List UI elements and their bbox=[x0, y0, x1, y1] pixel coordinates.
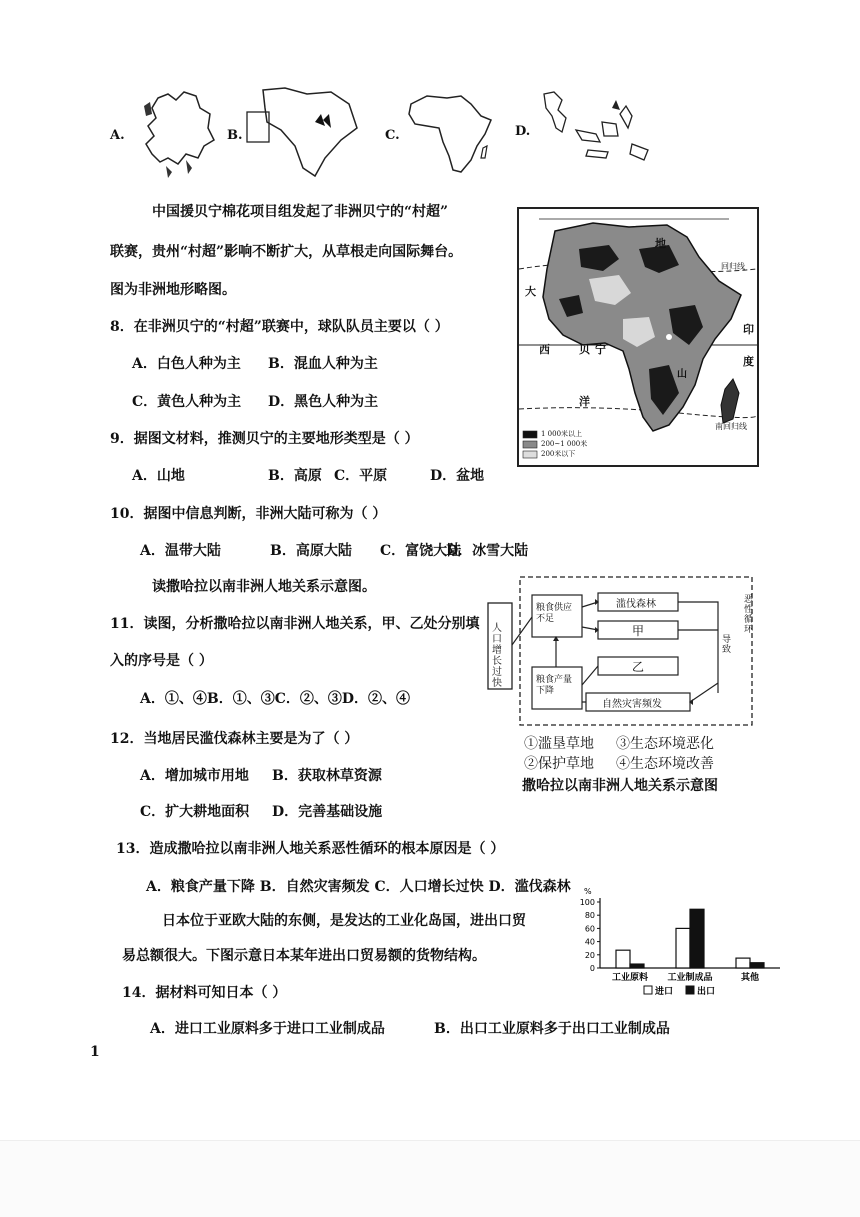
map-label-ning: 宁 bbox=[595, 343, 606, 356]
map-label-di: 地 bbox=[655, 237, 666, 250]
map-option-d-label: D. bbox=[515, 124, 531, 139]
chart-category-label: 工业原料 bbox=[611, 973, 649, 983]
chart-legend-swatch bbox=[686, 986, 694, 994]
q8-option-d[interactable]: D．黑色人种为主 bbox=[268, 394, 379, 410]
q10-option-b[interactable]: B．高原大陆 bbox=[270, 543, 352, 559]
diagram-food-shortage: 粮食供应不足 bbox=[536, 603, 573, 624]
chart-bar-出口-其他 bbox=[750, 963, 764, 968]
chart-legend-label: 出口 bbox=[697, 987, 716, 997]
chart-category-label: 工业制成品 bbox=[667, 973, 713, 983]
passage1-line1: 中国援贝宁棉花项目组发起了非洲贝宁的“村超” bbox=[152, 204, 449, 220]
map-option-b-label: B. bbox=[227, 128, 243, 143]
q14-option-a[interactable]: A．进口工业原料多于进口工业制成品 bbox=[150, 1021, 385, 1037]
q11-stem-line1: 11．读图，分析撒哈拉以南非洲人地关系，甲、乙处分别填 bbox=[110, 616, 480, 632]
q11-options[interactable]: A．①、④B．①、③C．②、③D．②、④ bbox=[140, 691, 410, 707]
diagram-population-growth: 人口增长过快 bbox=[492, 623, 502, 689]
legend-high: 1 000米以上 bbox=[541, 430, 583, 438]
q8-option-c[interactable]: C．黄色人种为主 bbox=[132, 394, 242, 410]
q10-stem: 10．据图中信息判断，非洲大陆可称为（ ） bbox=[110, 506, 387, 522]
chart-y-tick-label: 80 bbox=[584, 911, 595, 921]
diagram-disaster: 自然灾害频发 bbox=[602, 699, 662, 710]
q10-option-d[interactable]: D．冰雪大陆 bbox=[446, 543, 529, 559]
q8-stem: 8．在非洲贝宁的“村超”联赛中，球队队员主要以（ ） bbox=[110, 319, 449, 335]
map-label-bei: 贝 bbox=[579, 343, 590, 356]
chart-legend-swatch bbox=[644, 986, 652, 994]
diagram-yi: 乙 bbox=[632, 660, 645, 674]
map-label-da: 大 bbox=[525, 285, 536, 298]
chart-bar-进口-其他 bbox=[736, 958, 750, 968]
q9-option-b[interactable]: B．高原 bbox=[268, 468, 322, 484]
diagram-jia: 甲 bbox=[632, 624, 645, 638]
europe-map-image bbox=[138, 88, 220, 183]
map-label-tropic-south: 南回归线 bbox=[715, 422, 747, 431]
q12-option-b[interactable]: B．获取林草资源 bbox=[272, 768, 382, 784]
q9-option-a[interactable]: A．山地 bbox=[132, 468, 185, 484]
africa-terrain-map bbox=[517, 207, 759, 467]
diagram-key-3: ③生态环境恶化 bbox=[616, 736, 714, 752]
map-label-yang: 洋 bbox=[579, 395, 590, 408]
q13-options[interactable]: A．粮食产量下降 B．自然灾害频发 C．人口增长过快 D．滥伐森林 bbox=[146, 879, 571, 895]
q12-option-a[interactable]: A．增加城市用地 bbox=[140, 768, 249, 784]
diagram-food-drop: 粮食产量下降 bbox=[536, 675, 573, 696]
passage1-line2: 联赛，贵州“村超”影响不断扩大，从草根走向国际舞台。 bbox=[110, 244, 463, 260]
diagram-key-4: ④生态环境改善 bbox=[616, 756, 714, 772]
q9-stem: 9．据图文材料，推测贝宁的主要地形类型是（ ） bbox=[110, 431, 419, 447]
q8-option-b[interactable]: B．混血人种为主 bbox=[268, 356, 378, 372]
q13-stem: 13．造成撒哈拉以南非洲人地关系恶性循环的根本原因是（ ） bbox=[116, 841, 505, 857]
q12-stem: 12．当地居民滥伐森林主要是为了（ ） bbox=[110, 731, 359, 747]
map-label-xi: 西 bbox=[539, 343, 550, 356]
southeast-asia-map-image bbox=[536, 88, 654, 170]
chart-y-tick-label: 0 bbox=[589, 964, 595, 973]
diagram-key-2: ②保护草地 bbox=[524, 756, 594, 772]
chart-category-label: 其他 bbox=[740, 973, 760, 983]
chart-y-tick-label: 20 bbox=[584, 950, 595, 960]
chart-bar-进口-工业原料 bbox=[616, 950, 630, 968]
diagram-lead-to: 导致 bbox=[722, 635, 732, 655]
q9-option-d[interactable]: D．盆地 bbox=[430, 468, 485, 484]
page-bottom-margin bbox=[0, 1140, 860, 1217]
q10-option-c[interactable]: C．富饶大陆 bbox=[380, 543, 462, 559]
chart-bar-进口-工业制成品 bbox=[676, 928, 690, 968]
q12-option-c[interactable]: C．扩大耕地面积 bbox=[140, 804, 250, 820]
diagram-vicious-circle: 恶性循环 bbox=[744, 595, 754, 635]
passage3-line2: 易总额很大。下图示意日本某年进出口贸易额的货物结构。 bbox=[122, 948, 486, 964]
diagram-deforestation: 滥伐森林 bbox=[616, 599, 656, 610]
middle-east-map-image bbox=[245, 84, 363, 184]
passage3-line1: 日本位于亚欧大陆的东侧，是发达的工业化岛国，进出口贸 bbox=[162, 913, 526, 929]
passage1-line3: 图为非洲地形略图。 bbox=[110, 282, 236, 298]
chart-y-tick-label: 60 bbox=[584, 924, 595, 934]
chart-y-tick-label: 100 bbox=[579, 898, 595, 907]
q10-option-a[interactable]: A．温带大陆 bbox=[140, 543, 221, 559]
passage2-text: 读撒哈拉以南非洲人地关系示意图。 bbox=[152, 579, 376, 595]
map-label-du: 度 bbox=[743, 355, 754, 368]
chart-legend-label: 进口 bbox=[655, 987, 674, 997]
q9-option-c[interactable]: C．平原 bbox=[334, 468, 388, 484]
q8-option-a[interactable]: A．白色人种为主 bbox=[132, 356, 241, 372]
map-option-a-label: A. bbox=[110, 128, 125, 143]
human-land-diagram bbox=[486, 573, 756, 809]
diagram-key-1: ①滥垦草地 bbox=[524, 736, 594, 752]
chart-y-tick-label: 40 bbox=[584, 937, 595, 947]
map-option-c-label: C. bbox=[385, 128, 400, 143]
diagram-caption: 撒哈拉以南非洲人地关系示意图 bbox=[522, 778, 718, 794]
q14-stem: 14．据材料可知日本（ ） bbox=[122, 985, 287, 1001]
q11-stem-line2: 入的序号是（ ） bbox=[110, 653, 213, 669]
map-label-tropic-north: 回归线 bbox=[721, 262, 745, 271]
africa-outline-map-image bbox=[405, 90, 495, 178]
chart-bar-出口-工业原料 bbox=[630, 964, 644, 968]
q14-option-b[interactable]: B．出口工业原料多于出口工业制成品 bbox=[434, 1021, 670, 1037]
legend-low: 200米以下 bbox=[541, 450, 576, 458]
map-label-shan: 山 bbox=[677, 369, 687, 380]
page-number: 1 bbox=[90, 1044, 100, 1060]
map-label-yin: 印 bbox=[743, 323, 754, 336]
q12-option-d[interactable]: D．完善基础设施 bbox=[272, 804, 383, 820]
japan-trade-bar-chart bbox=[574, 880, 788, 1002]
chart-y-label: % bbox=[584, 887, 592, 896]
legend-mid: 200~1 000米 bbox=[541, 440, 588, 448]
chart-bar-出口-工业制成品 bbox=[690, 909, 704, 968]
